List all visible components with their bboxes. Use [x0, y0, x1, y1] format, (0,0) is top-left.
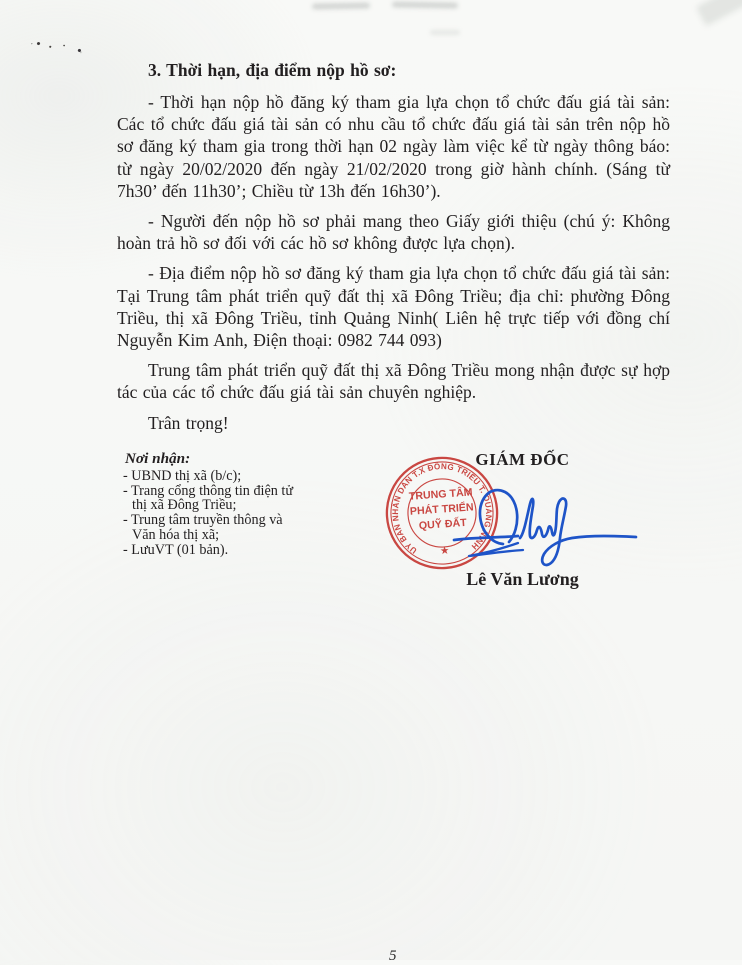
scan-smudge: [392, 1, 458, 8]
recipient-item: - Trang cổng thông tin điện tử: [123, 482, 294, 499]
recipient-item: - Trung tâm truyền thông và: [123, 512, 283, 529]
page-number: 5: [389, 948, 397, 964]
stamp-center-line-2: PHÁT TRIỂN: [409, 501, 474, 518]
paragraph-submission-location: - Địa điểm nộp hồ sơ đăng ký tham gia lựa chọn tổ chức đấu giá tài sản: Tại Trung tâm phát triển quỹ đất thị xã Đông Triều; địa chỉ: phường Đông Triều, thị xã Đông Triều, tỉnh Quảng Ninh( Liên hệ trực tiếp với đồng chí Nguyễn Kim Anh, Điện thoại: 0982 744 093): [117, 263, 670, 351]
section-heading: 3. Thời hạn, địa điểm nộp hồ sơ:: [148, 60, 397, 80]
signatory-name: Lê Văn Lương: [466, 569, 579, 589]
recipients-block: [123, 452, 353, 558]
recipient-item: - UBND thị xã (b/c);: [123, 467, 242, 484]
recipient-item-continuation: Văn hóa thị xã;: [132, 526, 220, 543]
letter-body: [117, 58, 670, 442]
recipient-item-continuation: thị xã Đông Triều;: [132, 497, 237, 514]
paragraph-cooperation: Trung tâm phát triển quỹ đất thị xã Đông Triều mong nhận được sự hợp tác của các tổ chức đấu giá tài sản chuyên nghiệp.: [117, 360, 670, 403]
closing-salutation: Trân trọng!: [148, 412, 229, 433]
stamp-ring-text: ỦY BAN NHÂN DÂN T.X ĐÔNG TRIỀU T. QUẢNG NINH: [389, 460, 495, 556]
stamp-center-line-3: QUỸ ĐẤT: [418, 516, 468, 533]
scan-smudge: [312, 2, 370, 9]
paragraph-introduction-letter: - Người đến nộp hồ sơ phải mang theo Giấy giới thiệu (chú ý: Không hoàn trả hồ sơ đối với các hồ sơ không được lựa chọn).: [117, 211, 670, 254]
scan-smudge: [696, 0, 742, 26]
stamp-center-line-1: TRUNG TÂM: [408, 486, 473, 503]
recipients-label: Nơi nhận:: [125, 450, 191, 467]
handwritten-signature: [450, 466, 660, 581]
recipient-item: - LưuVT (01 bản).: [123, 541, 229, 558]
signatory-title: GIÁM ĐỐC: [475, 450, 570, 469]
stamp-star-icon: ★: [440, 545, 450, 556]
scan-smudge: [430, 30, 460, 35]
ink-specks: [37, 42, 41, 46]
paragraph-deadline: - Thời hạn nộp hồ đăng ký tham gia lựa chọn tổ chức đấu giá tài sản: Các tổ chức đấu giá tài sản có nhu cầu tổ chức đấu giá tài sản trên nộp hồ sơ đăng ký tham gia trong thời hạn 02 ngày làm việc kể từ ngày thông báo: từ ngày 20/02/2020 đến ngày 21/02/2020 trong giờ hành chính. (Sáng từ 7h30’ đến 11h30’; Chiều từ 13h đến 16h30’).: [117, 92, 670, 201]
